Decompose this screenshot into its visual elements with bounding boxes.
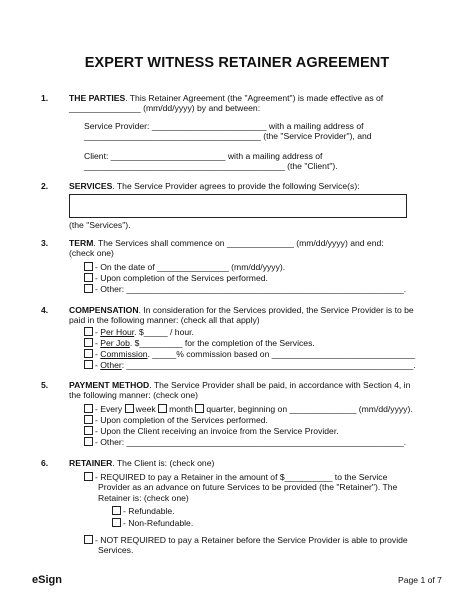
client-line-2[interactable]: __________________________________________ (the "Client"). [84, 161, 338, 171]
checkbox[interactable] [84, 415, 93, 424]
services-input-box[interactable] [69, 194, 407, 218]
checkbox[interactable] [84, 338, 93, 347]
section-5-heading: PAYMENT METHOD [69, 380, 150, 390]
section-1-text: . This Retainer Agreement (the "Agreement") is made effective as of [125, 93, 384, 103]
option-label: - NOT REQUIRED to pay a Retainer before the Service Provider is able to provide [95, 535, 408, 545]
section-2-number: 2. [41, 181, 49, 191]
option-label: - On the date of _______________ (mm/dd/yyyy). [95, 262, 286, 272]
checkbox[interactable] [112, 506, 121, 515]
term-option-other [84, 284, 406, 294]
comp-option-hour: - Per Hour. $_____ / hour. [84, 327, 194, 337]
section-6-text: . The Client is: (check one) [112, 458, 215, 468]
option-label: . _____% commission based on ______________________________ [147, 349, 416, 359]
section-3-line-1 [69, 239, 384, 248]
section-1-line-2: _______________ (mm/dd/yyyy) by and between: [69, 103, 261, 113]
term-option-completion [84, 273, 268, 283]
esign-logo: eSign [32, 574, 62, 586]
page-number: Page 1 of 7 [398, 575, 442, 585]
option-label: - Other: __________________________________________________________. [95, 437, 407, 447]
section-1-line-1 [69, 94, 383, 103]
section-4-heading: COMPENSATION [69, 305, 139, 315]
payment-option-invoice [84, 426, 339, 436]
retainer-refundable [112, 506, 175, 516]
document-title: EXPERT WITNESS RETAINER AGREEMENT [84, 55, 390, 71]
option-label-underlined: Per Hour [100, 327, 135, 337]
section-3-number: 3. [41, 238, 49, 248]
checkbox[interactable] [112, 518, 121, 527]
option-label-underlined: Other [100, 360, 122, 370]
checkbox[interactable] [84, 284, 93, 293]
retainer-not-required-line-2: Services. [98, 545, 134, 555]
retainer-required-line-1 [84, 472, 387, 482]
section-2-text: . The Service Provider agrees to provide the following Service(s): [112, 181, 360, 191]
service-provider-line-1[interactable]: Service Provider: ________________________ with a mailing address of [84, 121, 364, 131]
checkbox[interactable] [84, 535, 93, 544]
section-2-heading: SERVICES [69, 181, 113, 191]
option-label-underlined: Commission [100, 349, 148, 359]
term-option-date [84, 262, 285, 272]
comp-option-commission: - Commission. _____% commission based on ______________________________ [84, 349, 415, 359]
option-label: - Other: __________________________________________________________. [95, 284, 407, 294]
checkbox[interactable] [84, 360, 93, 369]
payment-option-completion [84, 415, 268, 425]
comp-option-other: - Other: ____________________________________________________________. [84, 360, 416, 370]
option-label: - Every [95, 404, 123, 414]
option-label: - Refundable. [123, 506, 175, 516]
section-1-number: 1. [41, 93, 49, 103]
checkbox[interactable] [84, 262, 93, 271]
section-6-number: 6. [41, 458, 49, 468]
section-1-heading: THE PARTIES [69, 93, 126, 103]
section-4-number: 4. [41, 305, 49, 315]
section-2-after: (the "Services"). [69, 220, 131, 230]
section-4-text: . In consideration for the Services provided, the Service Provider is to be [138, 305, 414, 315]
retainer-required-line-3: Retainer is: (check one) [98, 493, 189, 503]
section-5-number: 5. [41, 380, 49, 390]
checkbox[interactable] [84, 426, 93, 435]
section-6-heading: RETAINER [69, 458, 113, 468]
section-3-heading: TERM [69, 238, 94, 248]
section-2-line-1 [69, 182, 360, 191]
option-label-underlined: Per Job [100, 338, 130, 348]
section-4-line-2: paid in the following manner: (check all that apply) [69, 315, 260, 325]
comp-option-job: - Per Job. $_________ for the completion of the Services. [84, 338, 315, 348]
checkbox[interactable] [84, 273, 93, 282]
section-6-line-1 [69, 459, 214, 468]
option-label: - Upon completion of the Services performed. [95, 415, 268, 425]
section-4-line-1 [69, 306, 414, 315]
payment-option-other [84, 437, 406, 447]
checkbox[interactable] [84, 472, 93, 481]
option-label: : ____________________________________________________________. [121, 360, 416, 370]
retainer-required-line-2: Provider as an advance on future Services to be provided (the "Retainer"). The [98, 482, 398, 492]
retainer-non-refundable [112, 518, 193, 528]
service-provider-line-2[interactable]: _____________________________________ (the "Service Provider"), and [84, 131, 372, 141]
option-label: . $_________ for the completion of the Services. [129, 338, 315, 348]
option-label: - Upon completion of the Services performed. [95, 273, 268, 283]
retainer-not-required-line-1 [84, 535, 408, 545]
quarter-label: quarter, beginning on ______________ (mm/dd/yyyy). [206, 404, 413, 414]
section-3-text: . The Services shall commence on ______________ (mm/dd/yyyy) and end: [93, 238, 384, 248]
section-3-line-2: (check one) [69, 248, 114, 258]
payment-option-periodic [84, 404, 413, 414]
week-checkbox[interactable] [125, 404, 134, 413]
client-line-1[interactable]: Client: ________________________ with a mailing address of [84, 151, 323, 161]
option-label: . $_____ / hour. [134, 327, 194, 337]
option-label: - Upon the Client receiving an invoice from the Service Provider. [95, 426, 339, 436]
checkbox[interactable] [84, 349, 93, 358]
section-5-line-1 [69, 381, 410, 390]
section-5-text: . The Service Provider shall be paid, in accordance with Section 4, in [149, 380, 411, 390]
month-label: month [169, 404, 193, 414]
checkbox[interactable] [84, 437, 93, 446]
option-label: - Non-Refundable. [123, 518, 194, 528]
quarter-checkbox[interactable] [195, 404, 204, 413]
month-checkbox[interactable] [158, 404, 167, 413]
section-5-line-2: the following manner: (check one) [69, 390, 198, 400]
checkbox[interactable] [84, 327, 93, 336]
week-label: week [135, 404, 156, 414]
option-label: - REQUIRED to pay a Retainer in the amount of $__________ to the Service [95, 472, 388, 482]
checkbox[interactable] [84, 404, 93, 413]
